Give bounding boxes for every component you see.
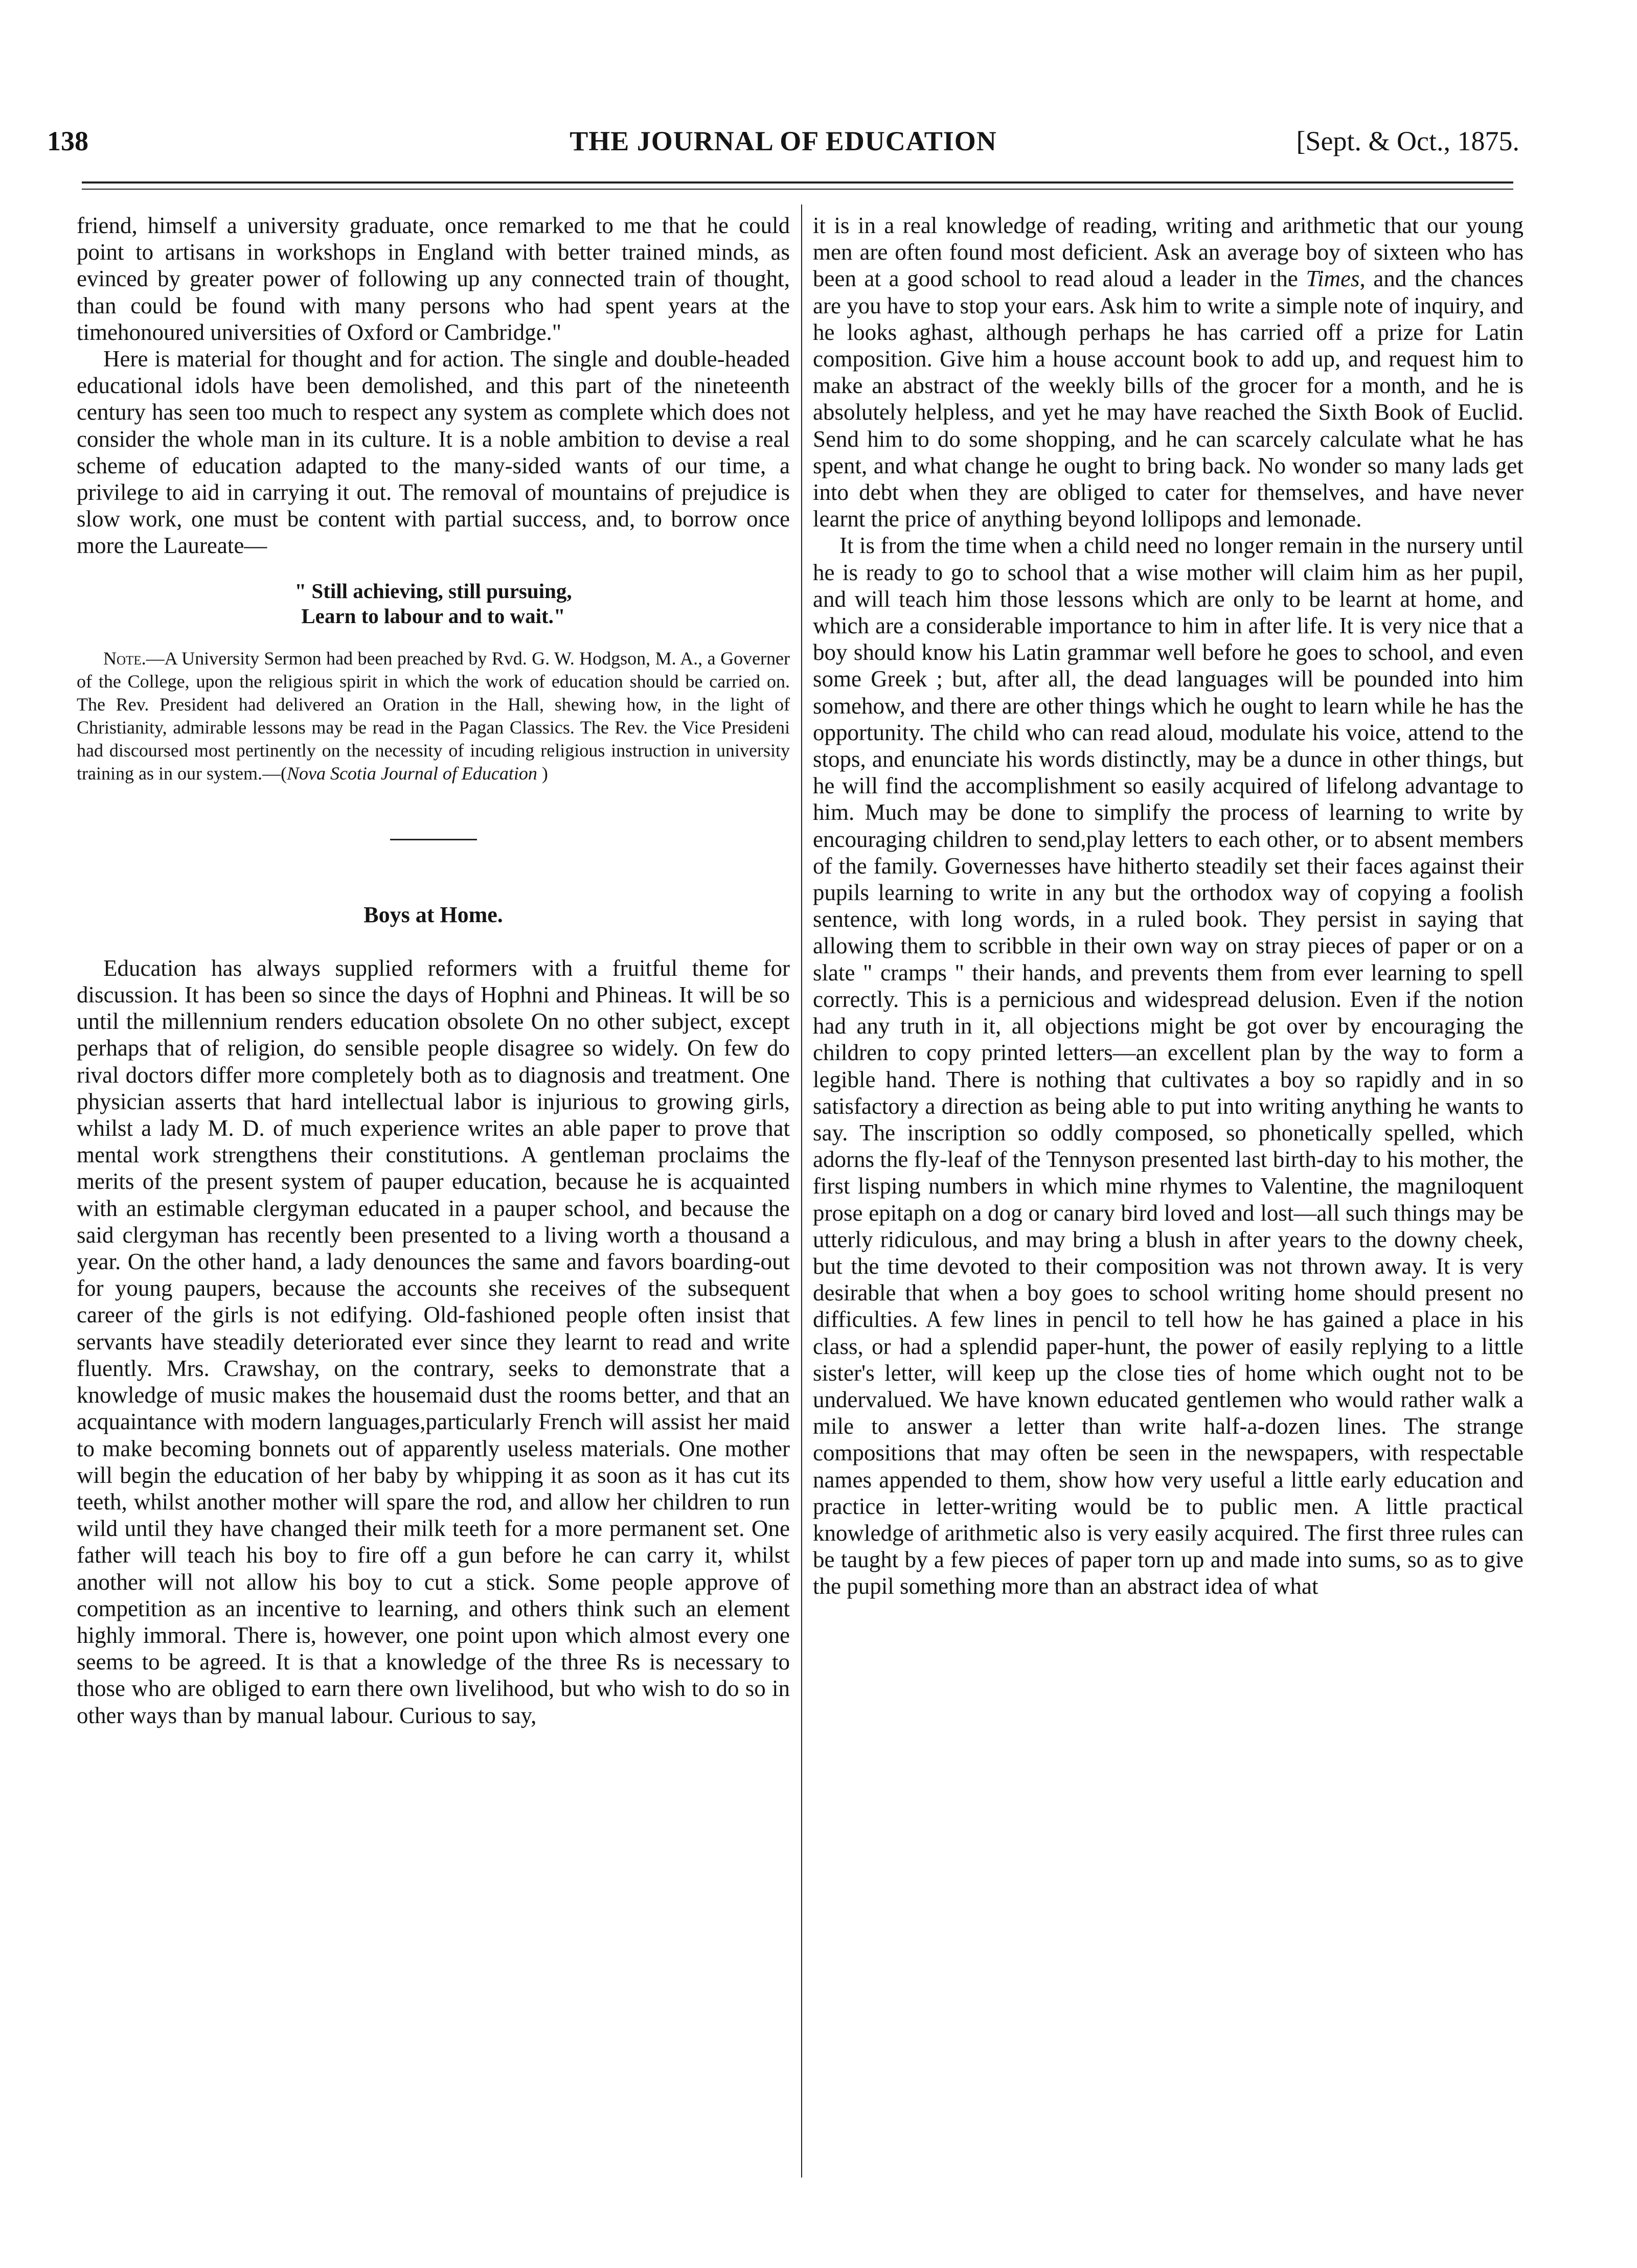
paragraph-boys-at-home: Education has always supplied reformers with a fruitful theme for discussion. It has been so since the days of Hophni and Phineas. It will be so until the millennium renders education obsolete On no other subject, except perhaps that of religion, do sensible people disagree so widely. On few do rival doctors differ more completely both as to diagnosis and treatment. One physician asserts that hard intellectual labor is injurious to growing girls, whilst a lady M. D. of much experience writes an able paper to prove that mental work strengthens their constitutions. A gentleman proclaims the merits of the present system of pauper education, because he is acquainted with an estimable clergyman educated in a pauper school, and because the said clergyman has recently been presented to a living worth a thousand a year. On the other hand, a lady denounces the same and favors boarding-out for young paupers, because the accounts she receives of the subsequent career of the girls is not edifying. Old-fashioned people often insist that servants have steadily deteriorated ever since they learnt to read and write fluently. Mrs. Crawshay, on the contrary, seeks to demonstrate that a knowledge of music makes the housemaid dust the rooms better, and that an acquaintance with modern languages,particularly French will assist her maid to make becoming bonnets out of apparently useless materials. One mother will begin the education of her baby by whipping it as soon as it has cut its teeth, whilst another mother will spare the rod, and allow her children to run wild until they have changed their milk teeth for a more permanent set. One father will teach his boy to fire off a gun before he can carry it, whilst another will not allow his boy to cut a stick. Some people approve of competition as an incentive to learning, and others think such an element highly immoral. There is, however, one point upon which almost every one seems to be agreed. It is that a knowledge of the three Rs is necessary to those who are obliged to earn there own livelihood, but who wish to do so in other ways than by manual labour. Curious to say, — [77, 955, 790, 1728]
note-close: ) — [537, 763, 548, 784]
footnote — [77, 647, 790, 785]
section-divider — [390, 839, 477, 840]
times-title: Times — [1306, 266, 1360, 292]
column-rule — [801, 204, 802, 2178]
quote-line-2: Learn to labour and to wait." — [301, 604, 565, 628]
paragraph-nursery: It is from the time when a child need no longer remain in the nursery until he is ready to go to school that a wise mother will claim him as her pupil, and will teach him those lessons which are only to be learnt at home, and which are a considerable importance to him in after life. It is very nice that a boy should know his Latin grammar well before he goes to school, and even some Greek ; but, after all, the dead languages will be pounded into him somehow, and there are other things which he ought to learn while he has the opportunity. The child who can read aloud, modulate his voice, attend to the stops, and enunciate his words distinctly, may be a dunce in other things, but he will find the accomplishment so easily acquired of lifelong advantage to him. Much may be done to simplify the process of learning to write by encouraging children to send,play letters to each other, or to absent members of the family. Governesses have hitherto steadily set their faces against their pupils learning to write in any but the orthodox way of copying a foolish sentence, with long words, in a ruled book. They persist in saying that allowing them to scribble in their own way on stray pieces of paper or on a slate " cramps " their hands, and prevents them from ever learning to spell correctly. This is a pernicious and widespread delusion. Even if the notion had any truth in it, all objections might be got over by encouraging the children to copy printed letters—an excellent plan by the way to form a legible hand. There is nothing that cultivates a boy so rapidly and in so satisfactory a direction as being able to put into writing anything he wants to say. The inscription so oddly composed, so phonetically spelled, which adorns the fly-leaf of the Tennyson presented last birth-day to his mother, the first lisping numbers in which mine rhymes to Valentine, the magniloquent prose epitaph on a dog or canary bird loved and lost—all such things may be utterly ridiculous, and may bring a blush in after years to the downy cheek, but the time devoted to their composition was not thrown away. It is very desirable that when a boy goes to school writing home should present no difficulties. A few lines in pencil to tell how he has gained a place in his class, or had a splendid paper-hunt, the power of easily replying to a little sister's letter, will keep up the close ties of home which ought not to be undervalued. We have known educated gentlemen who would rather walk a mile to answer a letter than write half-a-dozen lines. The strange compositions that may often be seen in the newspapers, with respectable names appended to them, show how very useful a little early education and practice in letter-writing would be to public men. A little practical knowledge of arithmetic also is very easily acquired. The first three rules can be taught by a few pieces of paper torn up and made into sums, so as to give the pupil something more than an abstract idea of what — [813, 533, 1524, 1599]
continued-paragraph: friend, himself a university graduate, once remarked to me that he could point to artisans in workshops in England with better trained minds, as evinced by greater power of following up any connected train of thought, than could be found with many persons who had spent years at the timehonoured universities of Oxford or Cambridge." — [77, 213, 790, 345]
right-column — [813, 212, 1524, 1600]
continued-text-before: it is in a real knowledge of reading, writing and arithmetic that our young men are often found most deficient. Ask an average boy of sixteen who has been at a good school to read aloud a leader in the — [813, 213, 1524, 292]
quote-line-1: " Still achieving, still pursuing, — [294, 579, 572, 603]
journal-title: THE JOURNAL OF EDUCATION — [570, 126, 997, 156]
running-header — [47, 125, 1519, 166]
header-rule-thin — [82, 189, 1513, 190]
continued-text-after: , and the chances are you have to stop your ears. Ask him to write a simple note of inquiry, and he looks aghast, although perhaps he has carried off a prize for Latin composition. Give him a house account book to add up, and request him to make an abstract of the weekly bills of the grocer for a month, and he is absolutely helpless, and yet he may have reached the Sixth Book of Euclid. Send him to do some shopping, and he can scarcely calculate what he has spent, and what change he ought to bring back. No wonder so many lads get into debt when they are obliged to cater for themselves, and have never learnt the price of anything beyond lollipops and lemonade. — [813, 266, 1524, 532]
page-number: 138 — [47, 126, 88, 156]
note-source: Nova Scotia Journal of Education — [286, 763, 537, 784]
left-column — [77, 212, 790, 1729]
header-rule-thick — [82, 181, 1513, 184]
laureate-quote — [77, 579, 790, 629]
section-heading: Boys at Home. — [363, 902, 503, 927]
issue-date: [Sept. & Oct., 1875. — [1296, 126, 1519, 156]
note-label: Note. — [103, 648, 146, 669]
continued-paragraph-right — [813, 212, 1524, 532]
paragraph-material: Here is material for thought and for action. The single and double-headed educational idols have been demolished, and this part of the nineteenth century has seen too much to respect any system as complete which does not consider the whole man in its culture. It is a noble ambition to devise a real scheme of education adapted to the many-sided wants of our time, a privilege to aid in carrying it out. The removal of mountains of prejudice is slow work, one must be content with partial success, and, to borrow once more the Laureate— — [77, 346, 790, 559]
note-text: —A University Sermon had been preached by Rvd. G. W. Hodgson, M. A., a Governer of the College, upon the religious spirit in which the work of education should be carried on. The Rev. President had delivered an Oration in the Hall, shewing how, in the light of Christianity, admirable lessons may be read in the Pagan Classics. The Rev. the Vice Presideni had discoursed most pertinently on the necessity of incuding religious instruction in university training as in our system.—( — [77, 648, 790, 784]
